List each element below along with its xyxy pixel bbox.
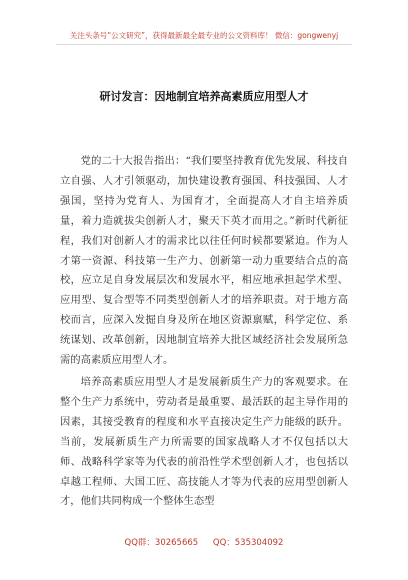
paragraph-2: 培养高素质应用型人才是发展新质生产力的客观要求。在整个生产力系统中，劳动者是最重要、最活跃的起主导作用的因素，其接受教育的程度和水平直接决定生产力能级的跃升。当前，发展新质生产力所需要的国家战略人才不仅包括以大师、战略科学家等为代表的前沿性学术型创新人才，也包括以卓越工程师、大国工匠、高技能人才等为代表的应用型创新人才，他们共同构成一个整体生态型 [60, 375, 348, 508]
document-body [60, 152, 348, 514]
footer-contacts [0, 536, 408, 548]
document-title: 研讨发言：因地制宜培养高素质应用型人才 [99, 90, 309, 103]
footer-qq: QQ：535304092 [212, 538, 284, 548]
header-divider [56, 44, 352, 45]
paragraph-1: 党的二十大报告指出：“我们要坚持教育优先发展、科技自立自强、人才引领驱动，加快建设教育强国、科技强国、人才强国，坚持为党育人、为国育才，全面提高人才自主培养质量，着力造就拔尖创新人才，聚天下英才而用之。”新时代新征程，我们对创新人才的需求比以往任何时候都要紧迫。作为人才第一资源、科技第一生产力、创新第一动力重要结合点的高校，应立足自身发展层次和发展水平，相应地承担起学术型、应用型、复合型等不同类型创新人才的培养职责。对于地方高校而言，应深入发掘自身及所在地区资源禀赋，科学定位、系统谋划、改革创新，因地制宜培养大批区域经济社会发展所急需的高素质应用型人才。 [60, 155, 348, 367]
header-banner: 关注头条号“公文研究”，获得最新最全最专业的公文资料库！ 微信：gongwenyj [69, 31, 339, 40]
footer-qq-group: QQ群：30265665 [124, 538, 199, 548]
